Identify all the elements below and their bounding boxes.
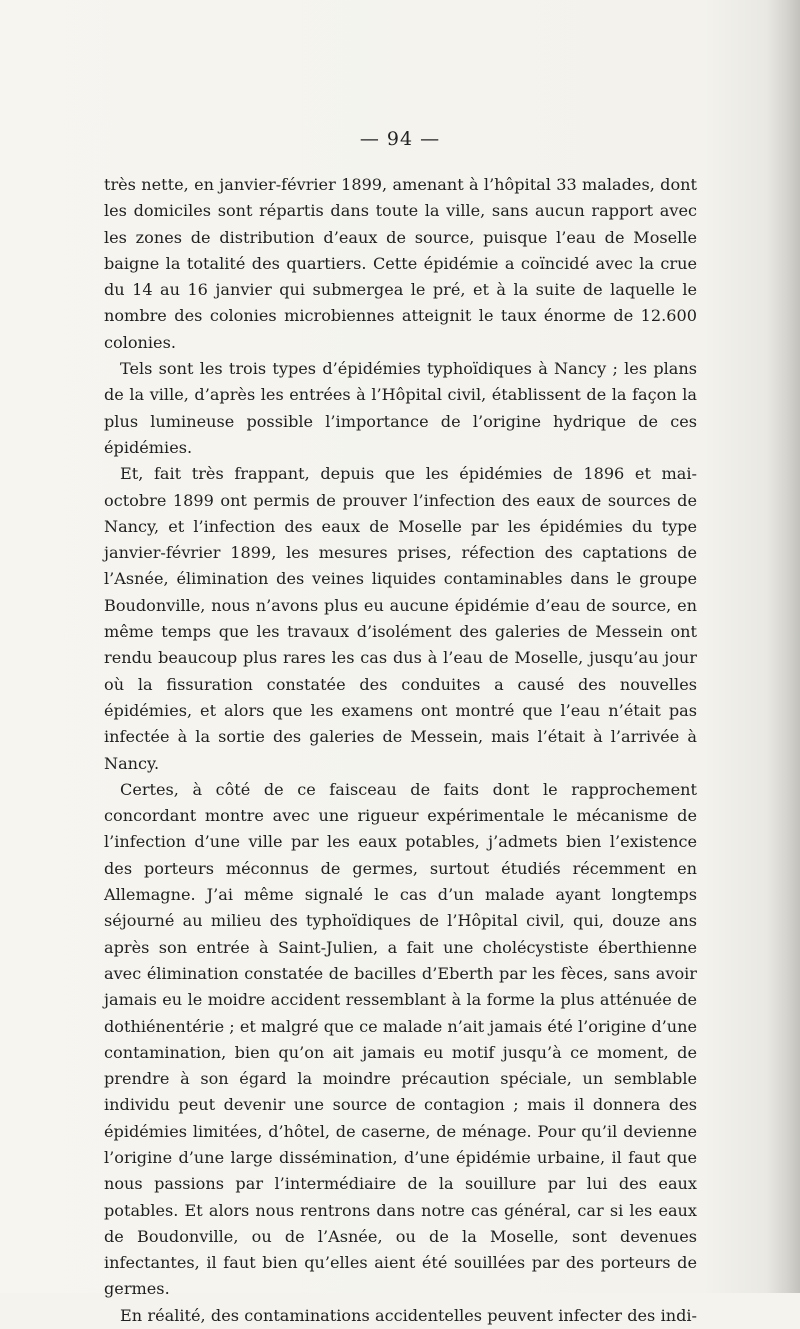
paragraph-4: Certes, à côté de ce faisceau de faits dont le rapprochement concordant montre avec une rigueur expérimentale le mécanisme de l’infection d’une ville par les eaux potables, j’admets bien l’existence des porteurs méconnus de germes, surtout étudiés récemment en Allemagne. J’ai même signalé le cas d’un malade ayant longtemps séjourné au milieu des typhoïdiques de l’Hôpital civil, qui, douze ans après son entrée à Saint-Julien, a fait une cholécystiste éberthienne avec élimination constatée de bacilles d’Eberth par les fèces, sans avoir jamais eu le moidre accident ressemblant à la forme la plus atténuée de dothiénentérie ; et malgré que ce malade n’ait jamais été l’origine d’une contamination, bien qu’on ait jamais eu motif jusqu’à ce moment, de prendre à son égard la moindre précaution spéciale, un semblable individu peut devenir une source de contagion ; mais il donnera des épidémies limitées, d’hôtel, de caserne, de ménage. Pour qu’il devienne l’origine d’une large dissémination, d’une épidémie urbaine, il faut que nous passions par l’intermédiaire de la souillure par lui des eaux potables. Et alors nous rentrons dans notre cas général, car si les eaux de Boudonville, ou de l’Asnée, ou de la Moselle, sont devenues infectantes, il faut bien qu’elles aient été souillées par des porteurs de germes. [104, 779, 697, 1299]
page-number: — 94 — [359, 128, 441, 150]
paragraph-2: Tels sont les trois types d’épidémies typhoïdiques à Nancy ; les plans de la ville, d’après les entrées à l’Hôpital civil, établissent de la façon la plus lumineuse possible l’importance de l’origine hydrique de ces épidémies. [104, 359, 697, 457]
page-edge-shadow [766, 0, 800, 1293]
paragraph-1: très nette, en janvier-février 1899, amenant à l’hôpital 33 malades, dont les domiciles sont répartis dans toute la ville, sans aucun rapport avec les zones de distribution d’eaux de source, puisque l’eau de Moselle baigne la totalité des quartiers. Cette épidémie a coïncidé avec la crue du 14 au 16 janvier qui submergea le pré, et à la suite de laquelle le nombre des colonies microbiennes atteignit le taux énorme de 12.600 colonies. [104, 175, 697, 352]
paragraph-5: En réalité, des contaminations accidentelles peuvent infecter des indi- [120, 1305, 697, 1325]
paragraph-3: Et, fait très frappant, depuis que les épidémies de 1896 et mai-octobre 1899 ont permis de prouver l’infection des eaux de sources de Nancy, et l’infection des eaux de Moselle par les épidémies du type janvier-février 1899, les mesures prises, réfection des captations de l’Asnée, élimination des veines liquides contaminables dans le groupe Boudonville, nous n’avons plus eu aucune épidémie d’eau de source, en même temps que les travaux d’isolément des galeries de Messein ont rendu beaucoup plus rares les cas dus à l’eau de Moselle, jusqu’au jour où la fissuration constatée des conduites a causé des nouvelles épidémies, et alors que les examens ont montré que l’eau n’était pas infectée à la sortie des galeries de Messein, mais l’était à l’arrivée à Nancy. [104, 464, 697, 773]
body-text [104, 172, 697, 1329]
